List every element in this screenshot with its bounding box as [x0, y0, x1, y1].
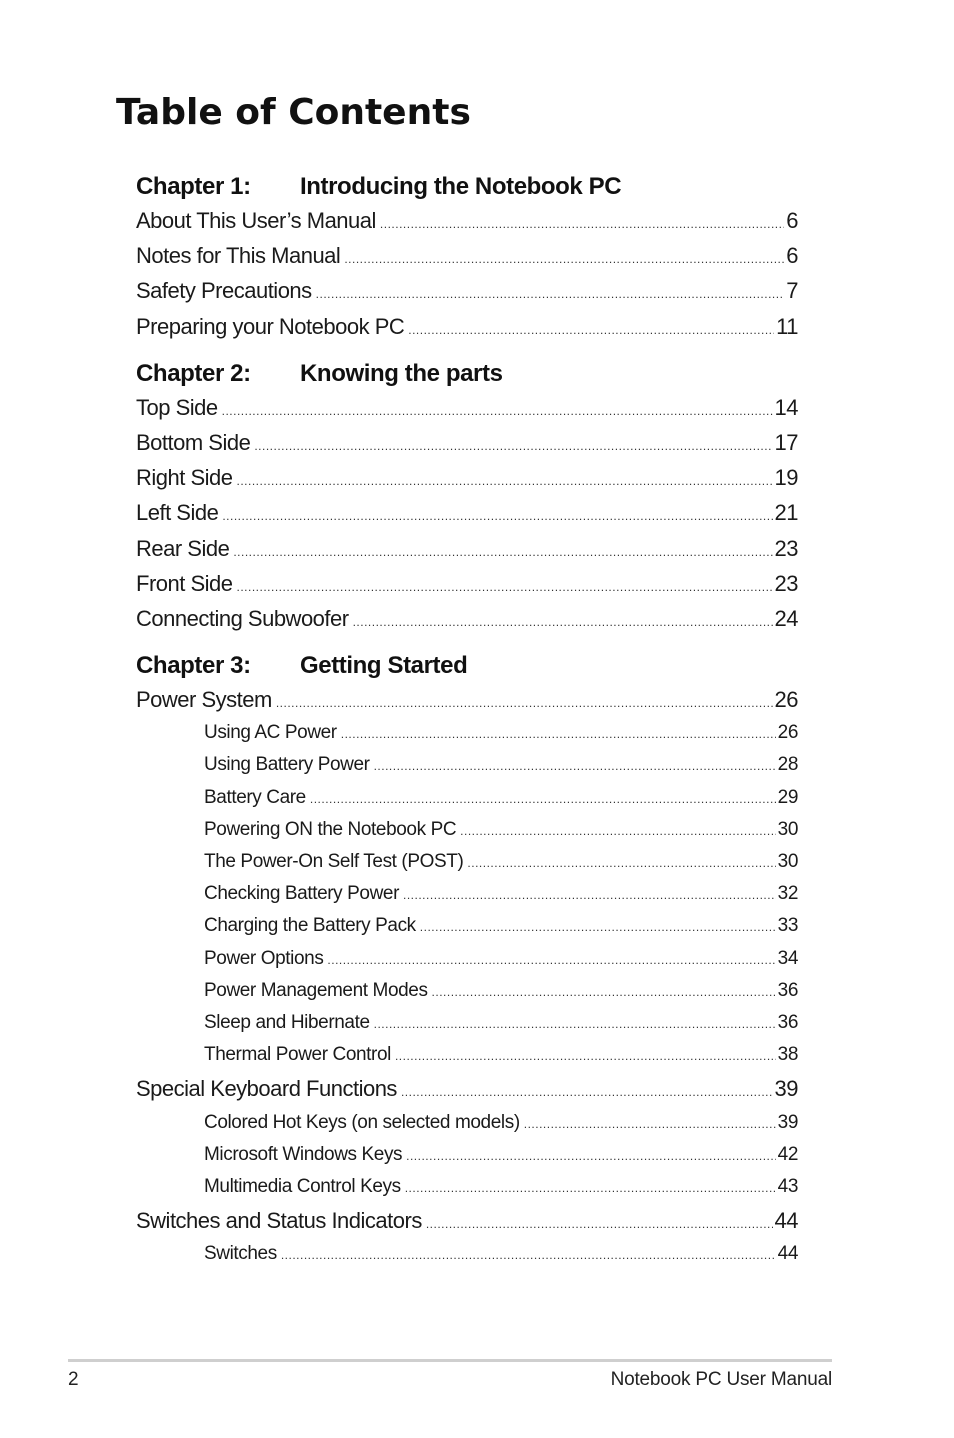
entry-title: Notes for This Manual	[136, 243, 341, 269]
dot-leader	[403, 888, 776, 902]
chapter-name: Knowing the parts	[300, 359, 503, 387]
chapter-name: Getting Started	[300, 652, 468, 680]
entry-page-number: 23	[774, 570, 798, 596]
dot-leader	[467, 856, 775, 870]
toc-subentry[interactable]	[136, 787, 798, 819]
entry-title: Using AC Power	[204, 722, 337, 744]
entry-title: Special Keyboard Functions	[136, 1076, 397, 1102]
entry-page-number: 30	[777, 818, 798, 840]
dot-leader	[374, 1017, 776, 1031]
chapter-label: Chapter 3:	[136, 652, 251, 680]
entry-page-number: 39	[774, 1076, 798, 1102]
toc-subentry[interactable]	[136, 883, 798, 915]
entry-title: Multimedia Control Keys	[204, 1175, 401, 1197]
dot-leader	[341, 727, 776, 741]
entry-title: Right Side	[136, 465, 233, 491]
dot-leader	[327, 953, 775, 967]
dot-leader	[374, 759, 776, 773]
entry-page-number: 6	[786, 208, 798, 233]
chapter-heading[interactable]	[136, 353, 798, 395]
entry-title: Charging the Battery Pack	[204, 915, 416, 937]
entry-title: Power Options	[204, 947, 324, 969]
entry-page-number: 14	[774, 394, 798, 420]
toc-entry[interactable]	[136, 430, 798, 465]
entry-title: Microsoft Windows Keys	[204, 1143, 403, 1165]
dot-leader	[405, 1181, 776, 1195]
toc-entry[interactable]	[136, 465, 798, 500]
chapter-heading[interactable]	[136, 166, 798, 208]
table-of-contents	[136, 166, 798, 1279]
toc-entry[interactable]	[136, 395, 798, 430]
chapter-label: Chapter 2:	[136, 359, 251, 387]
footer-page-number: 2	[68, 1369, 79, 1390]
entry-page-number: 36	[777, 979, 798, 1001]
toc-subentry[interactable]	[136, 851, 798, 883]
toc-subentry[interactable]	[136, 948, 798, 980]
entry-page-number: 30	[777, 851, 798, 872]
dot-leader	[254, 439, 772, 453]
toc-entry[interactable]	[136, 571, 798, 606]
toc-subentry[interactable]	[136, 1176, 798, 1208]
toc-subentry[interactable]	[136, 1012, 798, 1044]
toc-entry[interactable]	[136, 536, 798, 571]
entry-title: Checking Battery Power	[204, 883, 400, 905]
dot-leader	[426, 1217, 773, 1231]
dot-leader	[406, 1149, 776, 1163]
dot-leader	[408, 323, 774, 337]
entry-title: Preparing your Notebook PC	[136, 313, 405, 339]
dot-leader	[401, 1085, 773, 1099]
dot-leader	[460, 824, 775, 838]
entry-page-number: 43	[777, 1175, 798, 1197]
dot-leader	[380, 217, 784, 231]
chapter-label: Chapter 1:	[136, 173, 251, 200]
entry-page-number: 28	[777, 754, 798, 776]
toc-entry[interactable]	[136, 243, 798, 278]
entry-title: About This User’s Manual	[136, 208, 376, 233]
dot-leader	[420, 920, 776, 934]
entry-page-number: 21	[774, 500, 798, 526]
entry-page-number: 44	[774, 1208, 798, 1234]
entry-title: Powering ON the Notebook PC	[204, 818, 457, 840]
toc-subentry[interactable]	[136, 915, 798, 947]
toc-entry[interactable]	[136, 278, 798, 313]
entry-title: Switches	[204, 1243, 277, 1265]
entry-title: Power Management Modes	[204, 979, 428, 1001]
page-title: Table of Contents	[116, 92, 471, 133]
dot-leader	[344, 252, 784, 266]
entry-title: Top Side	[136, 394, 218, 420]
toc-entry[interactable]	[136, 314, 798, 349]
toc-subentry[interactable]	[136, 980, 798, 1012]
entry-page-number: 44	[777, 1243, 798, 1265]
toc-entry[interactable]	[136, 500, 798, 535]
entry-page-number: 26	[774, 687, 798, 713]
toc-entry[interactable]	[136, 1208, 798, 1243]
entry-page-number: 33	[777, 915, 798, 937]
entry-title: The Power-On Self Test (POST)	[204, 851, 464, 872]
entry-page-number: 42	[777, 1143, 798, 1165]
toc-subentry[interactable]	[136, 1243, 798, 1275]
entry-title: Bottom Side	[136, 429, 251, 455]
entry-title: Colored Hot Keys (on selected models)	[204, 1111, 520, 1133]
dot-leader	[276, 696, 773, 710]
chapter-spacer	[136, 1275, 798, 1279]
toc-entry[interactable]	[136, 1076, 798, 1111]
toc-entry[interactable]	[136, 606, 798, 641]
entry-title: Battery Care	[204, 786, 306, 808]
toc-subentry[interactable]	[136, 1144, 798, 1176]
entry-page-number: 17	[774, 429, 798, 455]
entry-page-number: 38	[777, 1044, 798, 1066]
entry-title: Using Battery Power	[204, 754, 370, 776]
footer-divider	[68, 1359, 832, 1362]
toc-subentry[interactable]	[136, 722, 798, 754]
entry-title: Safety Precautions	[136, 278, 312, 304]
entry-page-number: 23	[774, 535, 798, 561]
entry-title: Connecting Subwoofer	[136, 605, 349, 631]
dot-leader	[395, 1049, 776, 1063]
entry-page-number: 26	[777, 722, 798, 744]
dot-leader	[222, 404, 773, 418]
chapter-name: Introducing the Notebook PC	[300, 173, 622, 200]
entry-page-number: 34	[777, 947, 798, 969]
entry-title: Thermal Power Control	[204, 1044, 391, 1066]
dot-leader	[237, 580, 773, 594]
entry-page-number: 39	[777, 1111, 798, 1133]
entry-title: Front Side	[136, 570, 233, 596]
entry-page-number: 29	[777, 786, 798, 808]
entry-page-number: 32	[777, 883, 798, 905]
dot-leader	[353, 615, 773, 629]
chapter-heading[interactable]	[136, 645, 798, 687]
toc-subentry[interactable]	[136, 754, 798, 786]
dot-leader	[432, 985, 776, 999]
toc-subentry[interactable]	[136, 1112, 798, 1144]
toc-entry[interactable]	[136, 208, 798, 243]
dot-leader	[222, 509, 772, 523]
entry-page-number: 7	[786, 278, 798, 304]
entry-title: Rear Side	[136, 535, 230, 561]
entry-page-number: 6	[786, 243, 798, 269]
toc-entry[interactable]	[136, 687, 798, 722]
entry-title: Power System	[136, 687, 272, 713]
footer-document-title: Notebook PC User Manual	[610, 1369, 832, 1390]
toc-subentry[interactable]	[136, 819, 798, 851]
entry-title: Sleep and Hibernate	[204, 1011, 370, 1033]
entry-page-number: 19	[774, 465, 798, 491]
toc-subentry[interactable]	[136, 1044, 798, 1076]
dot-leader	[237, 474, 773, 488]
dot-leader	[233, 545, 772, 559]
entry-title: Left Side	[136, 500, 219, 526]
entry-page-number: 11	[776, 313, 798, 339]
dot-leader	[281, 1248, 776, 1262]
dot-leader	[310, 792, 776, 806]
entry-page-number: 24	[774, 605, 798, 631]
dot-leader	[316, 287, 785, 301]
entry-page-number: 36	[777, 1011, 798, 1033]
dot-leader	[524, 1117, 776, 1131]
entry-title: Switches and Status Indicators	[136, 1208, 422, 1234]
